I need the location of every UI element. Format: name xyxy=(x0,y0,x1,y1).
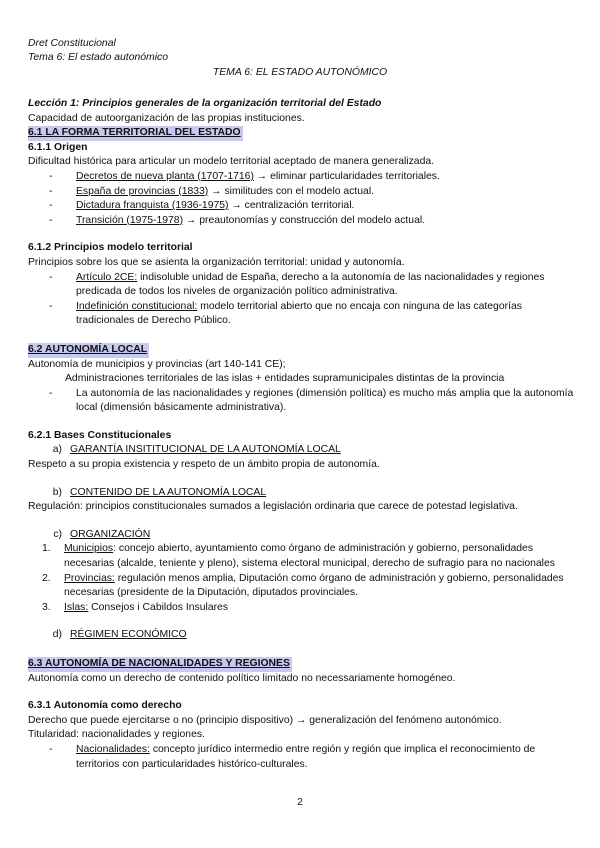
item-text: → preautonomías y construcción del modelo actual. xyxy=(183,214,426,226)
item-term: Decretos de nueva planta (1707-1716) xyxy=(76,170,254,182)
item-number: 2. xyxy=(42,572,51,584)
paragraph: Autonomía de municipios y provincias (art 140-141 CE); xyxy=(28,358,286,370)
numbered-item xyxy=(42,601,576,616)
item-label: CONTENIDO DE LA AUTONOMÍA LOCAL xyxy=(70,486,267,498)
item-a xyxy=(28,443,576,458)
item-term: Indefinición constitucional: xyxy=(76,300,198,312)
course-name: Dret Constitucional xyxy=(28,38,116,49)
item-term: Dictadura franquista (1936-1975) xyxy=(76,200,229,212)
document-title-text: TEMA 6: EL ESTADO AUTONÓMICO xyxy=(212,67,388,78)
item-number: 1. xyxy=(42,543,51,555)
item-text: indisoluble unidad de España, derecho a la autonomía de las nacionalidades y regiones predicada de todos los niveles de organización político administrativa. xyxy=(76,271,545,298)
paragraph: Dificultad histórica para articular un modelo territorial aceptado de manera generalizada. xyxy=(28,156,435,168)
paragraph: Derecho que puede ejercitarse o no (principio dispositivo) → generalización del fenómeno autonómico. xyxy=(28,714,502,726)
item-label: ORGANIZACIÓN xyxy=(70,528,151,540)
section-heading-6-3: 6.3 AUTONOMÍA DE NACIONALIDADES Y REGIONES xyxy=(28,657,292,672)
lesson-title: Lección 1: Principios generales de la organización territorial del Estado xyxy=(28,98,382,109)
document-body xyxy=(28,97,576,772)
item-text: → similitudes con el modelo actual. xyxy=(208,185,375,197)
numbered-list-organization xyxy=(28,542,576,615)
item-term: Islas: xyxy=(64,601,89,613)
page-number: 2 xyxy=(297,797,303,808)
paragraph: Regulación: principios constitucionales sumados a legislación ordinaria que carece de potestad legislativa. xyxy=(28,501,518,513)
bullet-list-principles xyxy=(28,271,576,329)
item-d xyxy=(28,628,576,643)
document-title xyxy=(0,66,600,81)
bullet-list-local xyxy=(28,387,576,416)
item-term: España de provincias (1833) xyxy=(76,185,209,197)
paragraph: Titularidad: nacionalidades y regiones. xyxy=(28,729,205,741)
indented-line: Administraciones territoriales de las islas + entidades supramunicipales distintas de la provincia xyxy=(65,373,505,385)
item-number: 3. xyxy=(42,601,51,613)
item-term: Artículo 2CE: xyxy=(76,271,138,283)
running-header xyxy=(28,37,168,65)
bullet-list-origin xyxy=(28,170,576,228)
subsection-heading-6-1-1: 6.1.1 Origen xyxy=(28,141,88,153)
paragraph: Autonomía como un derecho de contenido político limitado no necessariamente homogéneo. xyxy=(28,672,456,684)
list-item xyxy=(76,271,576,300)
item-text: concepto jurídico intermedio entre región y región que implica el reconocimiento de territorios con particularidades histórico-culturales. xyxy=(76,743,536,770)
item-label: RÉGIMEN ECONÓMICO xyxy=(70,629,187,641)
item-b xyxy=(28,486,576,501)
list-item xyxy=(76,387,576,416)
item-text: La autonomía de las nacionalidades y regiones (dimensión política) es mucho más amplia que la autonomía local (dimensión básicamente administrativa). xyxy=(76,387,574,414)
item-marker: a) xyxy=(52,444,62,456)
item-text: modelo territorial abierto que no encaja con ninguna de las categorías tradicionales de Derecho Público. xyxy=(76,300,522,327)
lesson-intro: Capacidad de autoorganización de las propias instituciones. xyxy=(28,112,305,124)
list-item xyxy=(76,185,576,200)
item-label: GARANTÍA INSITITUCIONAL DE LA AUTONOMÍA LOCAL xyxy=(70,444,341,456)
subsection-heading-6-2-1: 6.2.1 Bases Constitucionales xyxy=(28,429,172,441)
section-heading-6-1: 6.1 LA FORMA TERRITORIAL DEL ESTADO xyxy=(28,126,243,141)
numbered-item xyxy=(42,542,576,571)
item-term: Provincias: xyxy=(64,572,115,584)
item-term: Transición (1975-1978) xyxy=(76,214,184,226)
section-heading-6-2: 6.2 AUTONOMÍA LOCAL xyxy=(28,343,149,358)
item-marker: d) xyxy=(52,629,62,641)
item-c xyxy=(28,528,576,543)
item-marker: c) xyxy=(53,528,62,540)
item-text: regulación menos amplia, Diputación como órgano de administración y gobierno, personalidades necesarias (presidente de la Diputación, diputados provinciales. xyxy=(64,572,564,599)
item-term: Nacionalidades: xyxy=(76,743,150,755)
item-term: Municipios xyxy=(64,543,114,555)
subsection-heading-6-3-1: 6.3.1 Autonomía como derecho xyxy=(28,700,182,712)
list-item xyxy=(76,214,576,229)
item-text: : concejo abierto, ayuntamiento como órgano de administración y gobierno, personalidades necesarias (alcalde, teniente y pleno), sistema electoral municipal, derecho de sufragio para no nacionales xyxy=(64,543,555,570)
list-item xyxy=(76,300,576,329)
paragraph: Respeto a su propia existencia y respeto de un ámbito propia de autonomía. xyxy=(28,459,380,471)
numbered-item xyxy=(42,572,576,601)
list-item xyxy=(76,743,576,772)
list-item xyxy=(76,170,576,185)
item-text: → centralización territorial. xyxy=(228,200,355,212)
topic-name: Tema 6: El estado autonómico xyxy=(28,52,168,63)
item-marker: b) xyxy=(52,486,62,498)
item-text: → eliminar particularidades territoriales. xyxy=(253,170,440,182)
item-text: Consejos i Cabildos Insulares xyxy=(88,601,229,613)
list-item xyxy=(76,199,576,214)
paragraph: Principios sobre los que se asienta la organización territorial: unidad y autonomía. xyxy=(28,256,405,268)
bullet-list-titularity xyxy=(28,743,576,772)
subsection-heading-6-1-2: 6.1.2 Principios modelo territorial xyxy=(28,242,193,254)
